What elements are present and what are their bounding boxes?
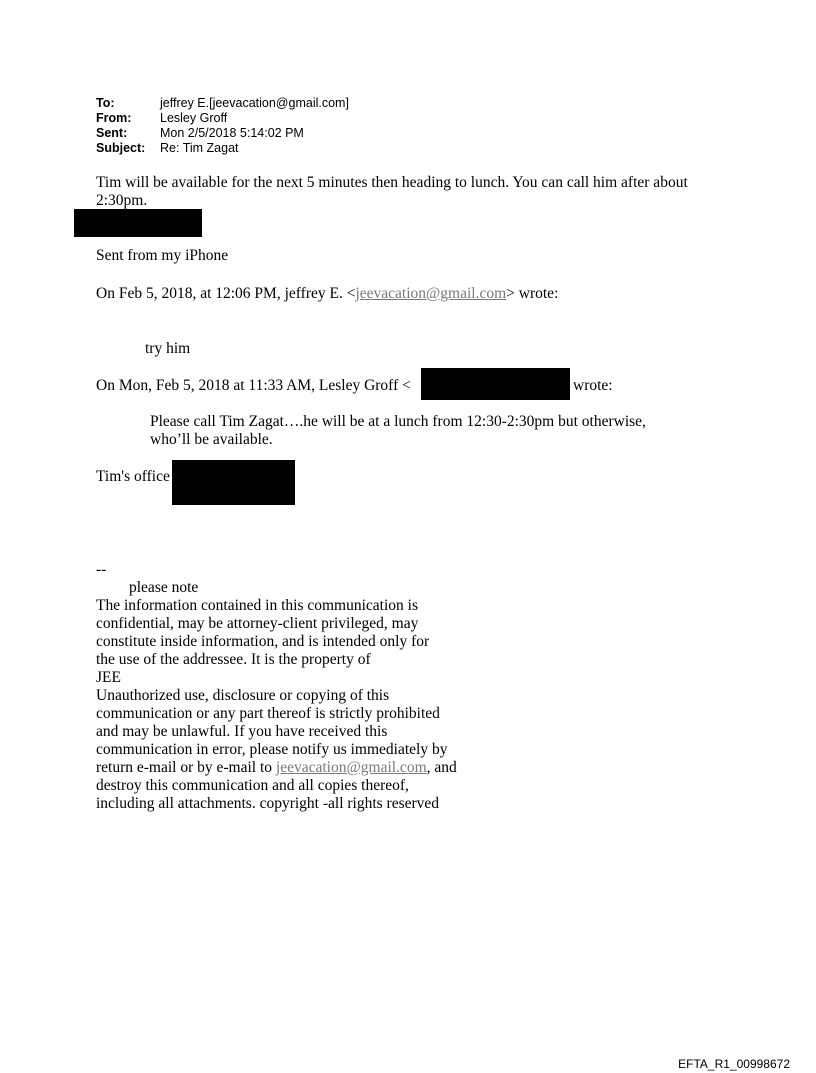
subject-value: Re: Tim Zagat — [160, 141, 239, 155]
from-value: Lesley Groff — [160, 111, 228, 125]
message-paragraph — [96, 174, 776, 210]
iphone-signature: Sent from my iPhone — [96, 247, 229, 264]
disclaimer-line: and may be unlawful. If you have received this — [96, 723, 388, 740]
message-line-1: Tim will be available for the next 5 minutes then heading to lunch. You can call him after about — [96, 174, 688, 191]
redaction-block — [74, 209, 202, 237]
header-subject-row — [96, 141, 349, 156]
to-value: jeffrey E.[jeevacation@gmail.com] — [160, 96, 349, 110]
disclaimer-note: please note — [129, 579, 199, 596]
quote1-prefix: On Feb 5, 2018, at 12:06 PM, jeffrey E. < — [96, 285, 356, 302]
disclaimer-line: JEE — [96, 669, 121, 686]
quote2-prefix: On Mon, Feb 5, 2018 at 11:33 AM, Lesley Groff < — [96, 377, 411, 394]
sent-value: Mon 2/5/2018 5:14:02 PM — [160, 126, 304, 140]
header-sent-row — [96, 126, 349, 141]
quote-header-2 — [96, 377, 411, 395]
disclaimer-line: communication or any part thereof is strictly prohibited — [96, 705, 440, 722]
quoted-request — [150, 413, 646, 449]
to-label: To: — [96, 96, 115, 110]
request-line-2: who’ll be available. — [150, 431, 273, 448]
disclaimer-line: confidential, may be attorney-client privileged, may — [96, 615, 419, 632]
disclaimer-line: constitute inside information, and is intended only for — [96, 633, 430, 650]
redaction-block — [421, 368, 570, 400]
return-prefix: return e-mail or by e-mail to — [96, 759, 276, 776]
email-header — [96, 96, 349, 156]
quote-header-1 — [96, 285, 558, 303]
header-from-row — [96, 111, 349, 126]
office-label: Tim's office — [96, 468, 170, 485]
disclaimer-line: communication in error, please notify us immediately by — [96, 741, 448, 758]
header-to-row — [96, 96, 349, 111]
disclaimer-line: Unauthorized use, disclosure or copying of this — [96, 687, 390, 704]
disclaimer-line: including all attachments. copyright -all rights reserved — [96, 795, 440, 812]
email-link[interactable]: jeevacation@gmail.com — [275, 759, 427, 776]
message-line-2: 2:30pm. — [96, 192, 148, 209]
subject-label: Subject: — [96, 141, 146, 155]
disclaimer-line: the use of the addressee. It is the property of — [96, 651, 371, 668]
disclaimer-dashes: -- — [96, 561, 107, 578]
disclaimer — [96, 561, 496, 813]
disclaimer-line: The information contained in this communication is — [96, 597, 418, 614]
redaction-block — [172, 460, 295, 505]
reply-text: try him — [145, 340, 191, 357]
return-suffix: , and — [426, 759, 457, 776]
quote2-suffix: wrote: — [573, 377, 613, 394]
email-link[interactable]: jeevacation@gmail.com — [355, 285, 507, 302]
from-label: From: — [96, 111, 132, 125]
request-line-1: Please call Tim Zagat….he will be at a lunch from 12:30-2:30pm but otherwise, — [150, 413, 646, 430]
sent-label: Sent: — [96, 126, 128, 140]
disclaimer-line: destroy this communication and all copies thereof, — [96, 777, 409, 794]
document-id: EFTA_R1_00998672 — [678, 1057, 790, 1071]
disclaimer-line-return — [96, 759, 496, 777]
quote1-suffix: > wrote: — [506, 285, 559, 302]
